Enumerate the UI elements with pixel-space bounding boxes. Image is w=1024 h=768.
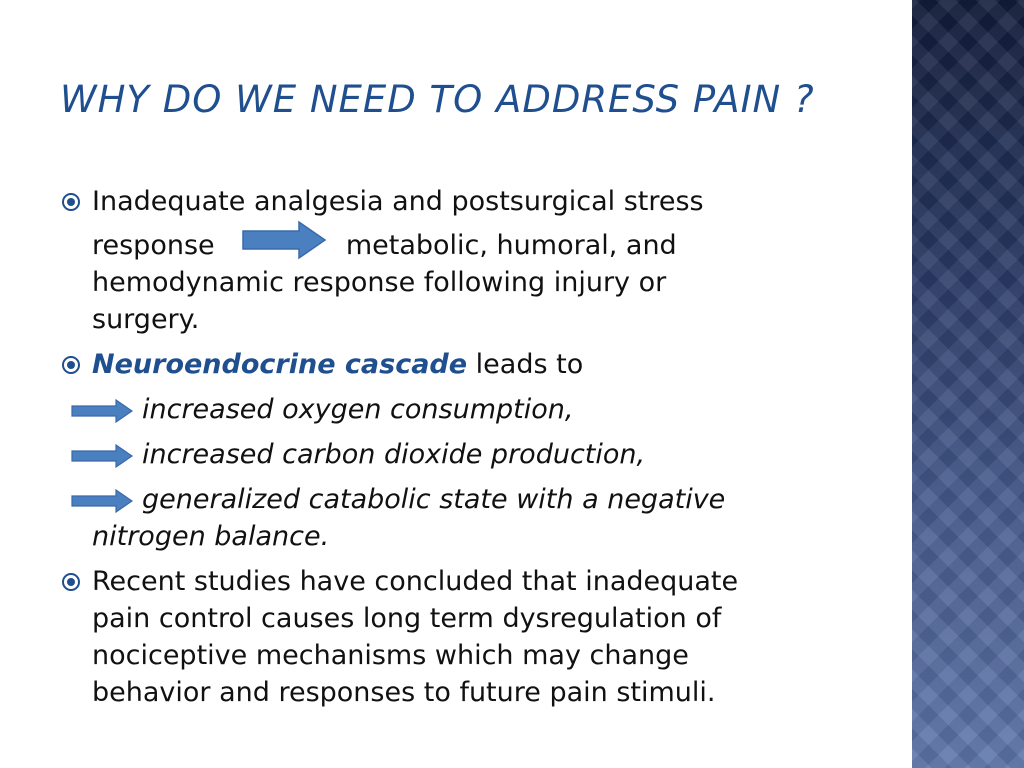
bullet-text-line: surgery. (92, 304, 200, 335)
highlighted-term: Neuroendocrine cascade (92, 349, 468, 380)
bullet-text-metabolic: metabolic, humoral, and (345, 230, 677, 261)
bullet-item-analgesia (60, 183, 860, 338)
consequence-item (60, 436, 860, 473)
consequence-continuation-text: nitrogen balance. (92, 521, 330, 552)
slide-title: WHY DO WE NEED TO ADDRESS PAIN ? (60, 78, 815, 121)
consequence-item (60, 481, 860, 518)
bullet-text-line: hemodynamic response following injury or (92, 267, 667, 298)
bullet-lead-text: leads to (467, 349, 584, 380)
bullet-text-line: Inadequate analgesia and postsurgical stress (92, 186, 704, 217)
right-arrow-icon (241, 220, 327, 260)
bullet-item-studies (60, 563, 860, 711)
consequence-text: increased carbon dioxide production, (142, 439, 646, 470)
bullet-text-line: behavior and responses to future pain stimuli. (92, 677, 716, 708)
circled-dot-icon (62, 356, 80, 374)
circled-dot-icon (62, 193, 80, 211)
bullet-lead-line (92, 346, 860, 383)
consequence-item (60, 391, 860, 428)
bullet-text-response: response (92, 230, 215, 261)
circled-dot-icon (62, 573, 80, 591)
bullet-item-neuroendocrine (60, 346, 860, 383)
decorative-side-band (912, 0, 1024, 768)
consequence-text: generalized catabolic state with a negative (142, 484, 726, 515)
slide-body (60, 183, 860, 711)
consequence-continuation (60, 518, 860, 555)
bullet-text-line: pain control causes long term dysregulation of (92, 603, 722, 634)
bullet-text-line-with-arrow (92, 220, 860, 264)
right-arrow-icon (70, 488, 134, 514)
bullet-text-line: Recent studies have concluded that inadequate (92, 566, 739, 597)
right-arrow-icon (70, 443, 134, 469)
bullet-text-line: nociceptive mechanisms which may change (92, 640, 689, 671)
consequence-text: increased oxygen consumption, (142, 394, 574, 425)
right-arrow-icon (70, 398, 134, 424)
